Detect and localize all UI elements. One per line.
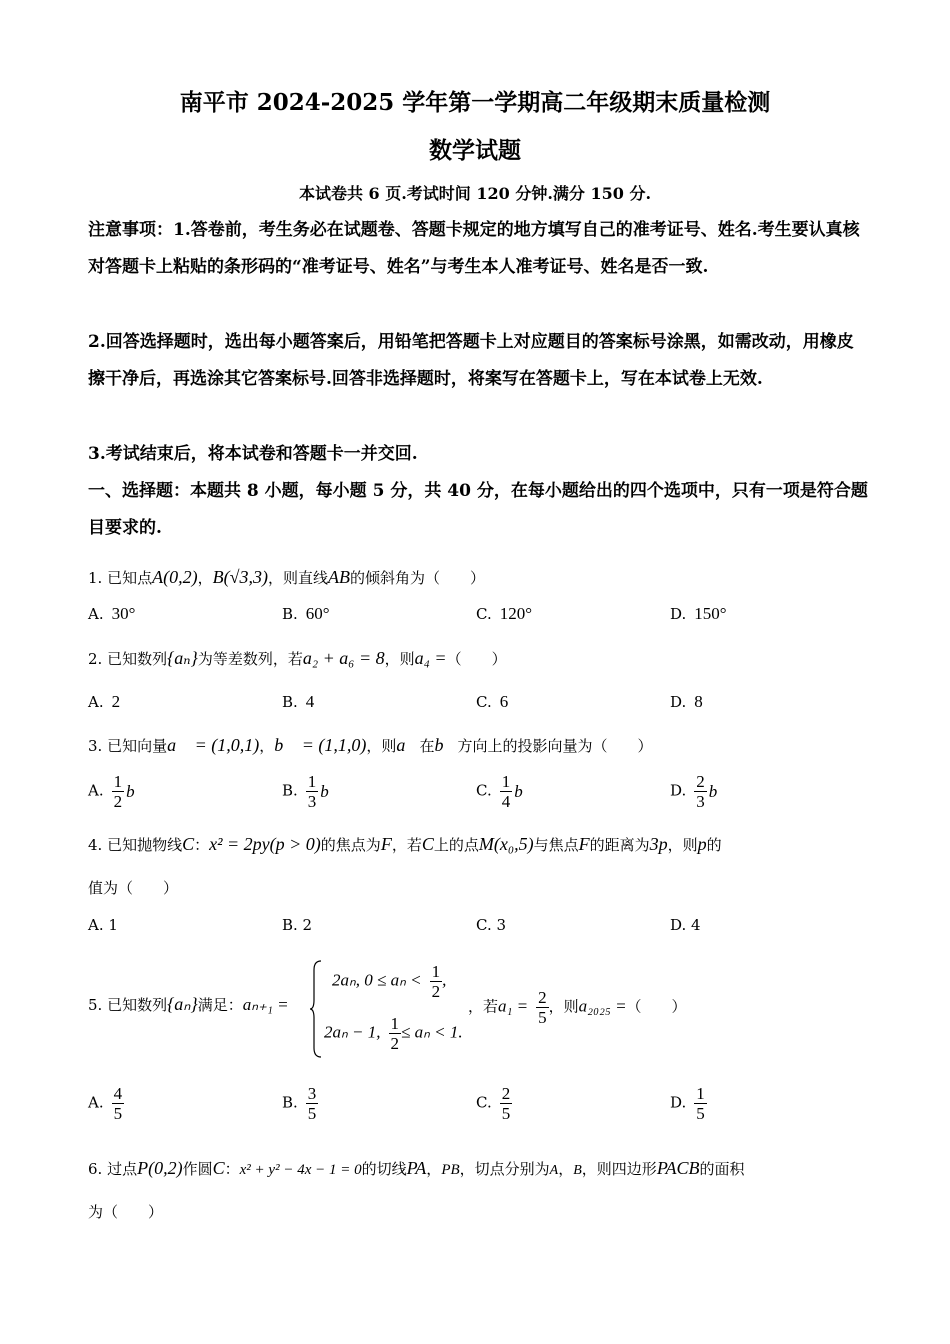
exam-info: 本试卷共 6 页.考试时间 120 分钟.满分 150 分. bbox=[298, 184, 652, 203]
question-5-stem: 5. 已知数列{aₙ}满足：aₙ₊₁ = bbox=[88, 994, 289, 1014]
piecewise-brace bbox=[310, 960, 322, 1058]
question-4-options bbox=[88, 916, 868, 946]
question-3-options bbox=[88, 772, 868, 818]
question-3: 3. 已知向量a⃗ = (1,0,1)，b⃗ = (1,1,0)，则a⃗在b⃗方向上的投影向量为（ ） bbox=[88, 735, 653, 755]
question-4-line2: 值为（ ） bbox=[88, 879, 179, 897]
exam-title: 南平市 2024-2025 学年第一学期高二年级期末质量检测 bbox=[179, 89, 771, 116]
option-a[interactable]: A. $\frac{1}{2}$ b bbox=[88, 772, 135, 811]
option-d[interactable]: D. 150° bbox=[670, 604, 727, 623]
question-2: 2. 已知数列{aₙ}为等差数列，若a₂ + a₆ = 8，则a₄ =（ ） bbox=[88, 648, 507, 668]
question-6-line2: 为（ ） bbox=[88, 1203, 164, 1221]
option-c[interactable]: C. 120° bbox=[476, 604, 533, 623]
option-b[interactable]: B. 4 bbox=[282, 692, 315, 711]
section-heading: 一、选择题：本题共 8 小题，每小题 5 分，共 40 分，在每小题给出的四个选项中，只有一项是符合题目要求的. bbox=[88, 481, 868, 538]
question-2-options bbox=[88, 692, 868, 722]
question-6: 6. 过点P(0,2)作圆C：x² + y² − 4x − 1 = 0的切线PA，PB，切点分别为A，B，则四边形PACB的面积 bbox=[88, 1158, 745, 1178]
question-5-tail: ，若a₁ = $\frac{2}{5}$ ，则a₂₀₂₅ =（ ） bbox=[468, 988, 687, 1027]
notice-1: 注意事项：1.答卷前，考生务必在试题卷、答题卡规定的地方填写自己的准考证号、姓名.考生要认真核对答题卡上粘贴的条形码的“准考证号、姓名”与考生本人准考证号、姓名是否一致. bbox=[88, 220, 860, 277]
piecewise-case-2: 2aₙ − 1, $\frac{1}{2}$ ≤ aₙ < 1. bbox=[324, 1014, 463, 1053]
exam-subtitle: 数学试题 bbox=[429, 137, 521, 164]
option-b[interactable]: B. 2 bbox=[282, 916, 313, 934]
option-a[interactable]: A. 1 bbox=[88, 916, 118, 934]
option-d[interactable]: D. 4 bbox=[670, 916, 701, 934]
option-c[interactable]: C. 6 bbox=[476, 692, 509, 711]
option-d[interactable]: D. 8 bbox=[670, 692, 703, 711]
option-c[interactable]: C. 3 bbox=[476, 916, 507, 934]
question-5-options bbox=[88, 1084, 868, 1130]
notice-3: 3.考试结束后，将本试卷和答题卡一并交回. bbox=[88, 444, 418, 464]
option-b[interactable]: B. $\frac{3}{5}$ bbox=[282, 1084, 317, 1123]
option-b[interactable]: B. $\frac{1}{3}$ b⃗ bbox=[282, 772, 343, 811]
question-5 bbox=[88, 958, 888, 1058]
option-c[interactable]: C. $\frac{2}{5}$ bbox=[476, 1084, 511, 1123]
option-d[interactable]: D. $\frac{2}{3}$ b⃗ bbox=[670, 772, 731, 811]
option-a[interactable]: A. 30° bbox=[88, 604, 136, 623]
question-1: 1. 已知点A(0,2)，B(√3,3)，则直线AB的倾斜角为（ ） bbox=[88, 567, 486, 587]
notice-2: 2.回答选择题时，选出每小题答案后，用铅笔把答题卡上对应题目的答案标号涂黑，如需改动，用橡皮擦干净后，再选涂其它答案标号.回答非选择题时，将案写在答题卡上，写在本试卷上无效. bbox=[88, 332, 854, 389]
option-a[interactable]: A. $\frac{4}{5}$ bbox=[88, 1084, 123, 1123]
option-c[interactable]: C. $\frac{1}{4}$ b⃗ bbox=[476, 772, 536, 811]
option-d[interactable]: D. $\frac{1}{5}$ bbox=[670, 1084, 705, 1123]
question-4: 4. 已知抛物线C：x² = 2py(p > 0)的焦点为F，若C上的点M(x₀,5)与焦点F的距离为3p，则p的 bbox=[88, 834, 722, 854]
option-b[interactable]: B. 60° bbox=[282, 604, 330, 623]
option-a[interactable]: A. 2 bbox=[88, 692, 121, 711]
question-1-options bbox=[88, 604, 868, 634]
piecewise-case-1: 2aₙ, 0 ≤ aₙ < $\frac{1}{2}$ , bbox=[332, 962, 447, 1001]
